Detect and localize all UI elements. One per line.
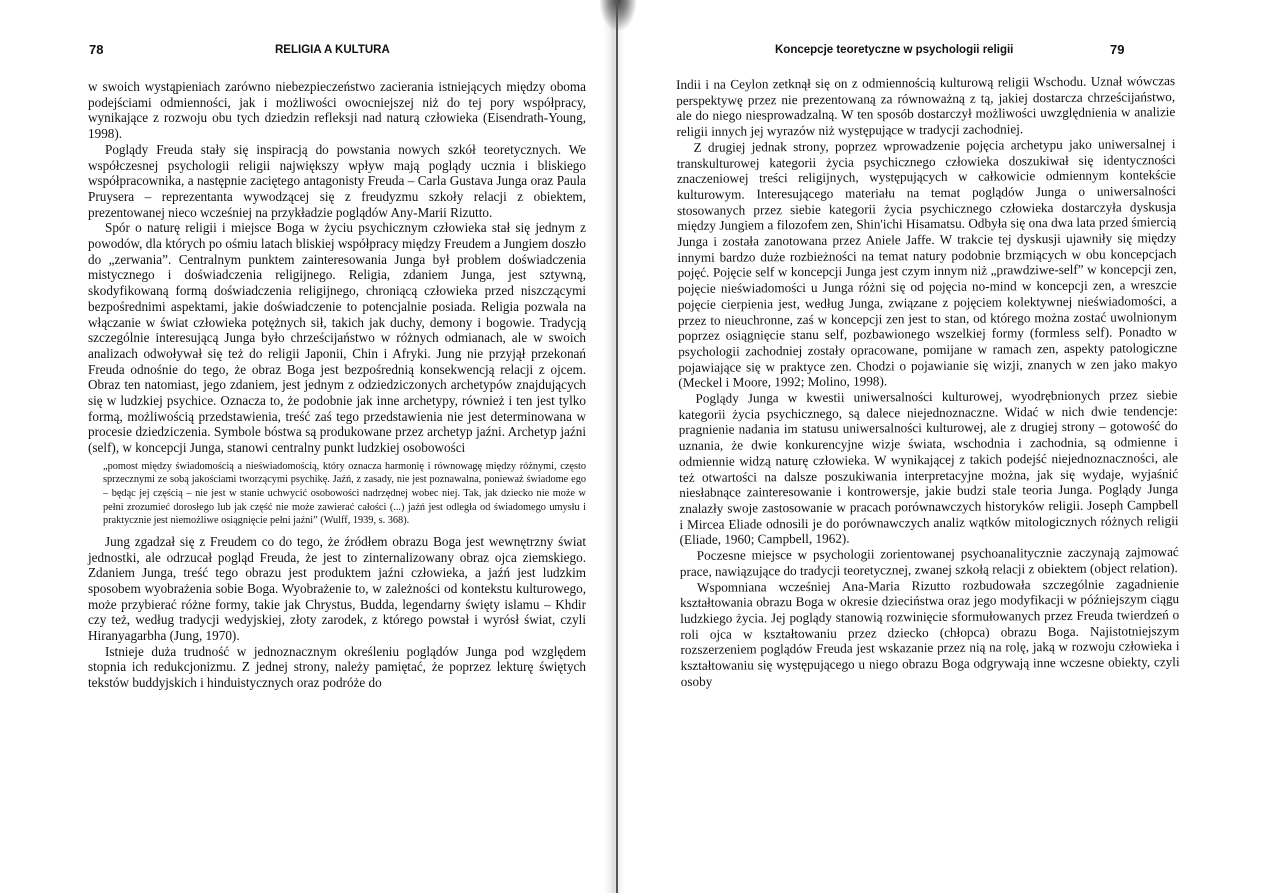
running-head-right: Koncepcje teoretyczne w psychologii religii (775, 44, 1014, 56)
paragraph: Indii i na Ceylon zetknął się on z odmiennością kulturową religii Wschodu. Uznał wówczas perspektywę przez nie prezentowaną za równoważną z tą, jakiej dostarcza chrześcijaństwo, ale do niego niesprowadzalną. W ten sposób dostarczył możliwości uwzględnienia w analizie religii innych jej wyrazów niż występujące w tradycji zachodniej. (676, 73, 1176, 140)
paragraph: Z drugiej jednak strony, poprzez wprowadzenie pojęcia archetypu jako uniwersalnej i transkulturowej kategorii życia psychicznego człowieka doszukiwał się identyczności znaczeniowej treści religijnych, występujących w całkowicie odmiennym kontekście kulturowym. Interesującego materiału na temat poglądów Junga o uniwersalności stosowanych przez siebie kategorii życia psychicznego człowieka dostarczyła dyskusja między Jungiem a filozofem zen, Shin'ichi Hisamatsu. Odbyła się ona dwa lata przed śmiercią Junga i została zanotowana przez Aniele Jaffe. W trakcie tej dyskusji ujawniły się między innymi bardzo duże rozbieżności na temat natury podobnie brzmiących w obu koncepcjach pojęć. Pojęcie self w koncepcji Junga jest czym innym niż „prawdziwe-self” w koncepcji zen, pojęcie nieświadomości u Junga różni się od pojęcia no-mind w koncepcji zen, a wreszcie pojęcie cierpienia jest, według Junga, związane z pojęciem kolektywnej nieświadomości, a przez to nieuchronne, zaś w koncepcji zen jest to stan, od którego można zostać uwolnionym poprzez osiągnięcie stanu self, pozbawionego wszelkiej formy (formless self). Ponadto w psychologii zachodniej zostały opracowane, pomijane w ramach zen, aspekty patologiczne pojawiające się w praktyce zen. Chodzi o pojawianie się wizji, znanych w zen jako makyo (Meckel i Moore, 1992; Molino, 1998). (676, 135, 1178, 391)
paragraph: w swoich wystąpieniach zarówno niebezpieczeństwo zacierania istniejących między oboma podejściami odmienności, jak i możliwości owocniejszej niż do tej pory współpracy, wynikające z rozwoju obu tych dziedzin refleksji nad naturą człowieka (Eisendrath-Young, 1998). (88, 79, 586, 142)
paragraph: Poglądy Freuda stały się inspiracją do powstania nowych szkół teoretycznych. We współczesnej psychologii religii największy wpływ mają poglądy ucznia i bliskiego współpracownika, a następnie zaciętego antagonisty Freuda – Carla Gustava Junga oraz Paula Pruysera – reprezentanta wywodzącej się z freudyzmu szkoły relacji z obiektem, prezentowanej nieco wcześniej na przykładzie poglądów Any-Marii Rizutto. (88, 141, 586, 220)
paragraph: Jung zgadzał się z Freudem co do tego, że źródłem obrazu Boga jest wewnętrzny świat jednostki, ale odrzucał pogląd Freuda, że jest to zinternalizowany obraz ojca ziemskiego. Zdaniem Junga, treść tego obrazu jest produktem jaźni człowieka, a jaźń jest ludzkim sposobem wyobrażenia sobie Boga. Wyobrażenie to, w zależności od kontekstu kulturowego, może przybierać różne formy, takie jak Chrystus, Budda, legendarny święty islamu – Khdir czy też, według tradycji wedyjskiej, złoty zarodek, z którego powstał i wyrósł świat, czyli Hiranyagarbha (Jung, 1970). (88, 533, 586, 644)
right-body-text (676, 73, 1180, 689)
paragraph: Wspomniana wcześniej Ana-Maria Rizutto rozbudowała szczególnie zagadnienie kształtowania obrazu Boga w okresie dzieciństwa oraz jego modyfikacji w późniejszym ciągu ludzkiego życia. Jej poglądy stanowią rozwinięcie sformułowanych przez Freuda twierdzeń o roli ojca w kształtowaniu przez dziecko (chłopca) obrazu Boga. Najistotniejszym rozszerzeniem poglądów Freuda jest wskazanie przez nią na rolę, jaką w rozwoju człowieka i kształtowaniu się występującego u niego obrazu Boga odgrywają inne wczesne obiekty, czyli osoby (680, 575, 1180, 689)
paragraph: Spór o naturę religii i miejsce Boga w życiu psychicznym człowieka stał się jednym z powodów, dla których po ośmiu latach bliskiej współpracy między Freudem a Jungiem doszło do „zerwania”. Centralnym punktem zainteresowania Junga był problem doświadczenia mistycznego i doświadczenia religijnego. Religia, zdaniem Junga, jest sztywną, skodyfikowaną formą doświadczenia religijnego, chroniącą człowieka przed niszczącymi bezpośrednimi aspektami, jakie doświadczenie to potencjalnie posiada. Religia pozwala na włączanie w świat człowieka potężnych sił, takich jak duchy, demony i bogowie. Tradycją szczególnie interesującą Junga było chrześcijaństwo w różnych odmianach, ale w swoich analizach odwoływał się też do religii Japonii, Chin i Afryki. Jung nie przyjął przekonań Freuda odnośnie do tego, że obraz Boga jest bezpośrednią konsekwencją relacji z ojcem. Obraz ten natomiast, jego zdaniem, jest jednym z odziedziczonych archetypów znajdujących się w ludzkiej psychice. Oznacza to, że podobnie jak inne archetypy, również i ten jest tylko formą, możliwością przedstawienia, treść zaś tego przedstawienia nie jest determinowana w procesie dziedziczenia. Symbole bóstwa są produkowane przez archetyp jaźni. Archetyp jaźni (self), w koncepcji Junga, stanowi centralny punkt ludzkiej osobowości (88, 220, 586, 456)
running-head-left: RELIGIA A KULTURA (275, 44, 390, 56)
block-quote: „pomost między świadomością a nieświadomością, który oznacza harmonię i równowagę między różnymi, często sprzecznymi ze sobą jakościami tworzącymi psychikę. Jaźń, z zasady, nie jest poznawalna, ponieważ świadome ego – będąc jej częścią – nie jest w stanie uchwycić osobowości nadrzędnej wobec niej. Tak, jak dziecko nie może w pełni zrozumieć dorosłego lub jak część nie może zawierać całości (...) jaźń jest odległa od świadomego umysłu i praktycznie jest niemożliwe osiągnięcie pełni jaźni” (Wulff, 1939, s. 368). (103, 460, 586, 527)
paragraph: Poglądy Junga w kwestii uniwersalności kulturowej, wyodrębnionych przez siebie kategorii życia psychicznego, są dalece niejednoznaczne. Widać w nich dwie tendencje: pragnienie nadania im statusu uniwersalności kulturowej, ale z drugiej strony – gotowość do uznania, że dwie konkurencyjne wizje świata, wschodnia i zachodnia, są odmienne i odmiennie widzą naturę człowieka. W wynikającej z takich podejść niejednoznaczności, ale też otwartości na dalsze poszukiwania interpretacyjne można, jak się wydaje, wyjaśnić niesłabnące zainteresowanie i kontrowersje, jakie budzi stale teoria Junga. Poglądy Junga znalazły swoje zastosowanie w pracach porównawczych historyków religii. Joseph Campbell i Mircea Eliade odnosili je do porównawczych analiz wątków mitologicznych różnych religii (Eliade, 1960; Campbell, 1962). (678, 387, 1179, 548)
paragraph: Istnieje duża trudność w jednoznacznym określeniu poglądów Junga pod względem stopnia ich redukcjonizmu. Z jednej strony, należy pamiętać, że poprzez lekturę świętych tekstów buddyjskich i hinduistycznych oraz podróże do (88, 643, 586, 691)
paragraph: Poczesne miejsce w psychologii zorientowanej psychoanalitycznie zaczynają zajmować prace, nawiązujące do tradycji teoretycznej, zwanej szkołą relacji z obiektem (object relation). (679, 544, 1179, 579)
page-number-left: 78 (89, 42, 104, 57)
page-number-right: 79 (1110, 42, 1125, 57)
